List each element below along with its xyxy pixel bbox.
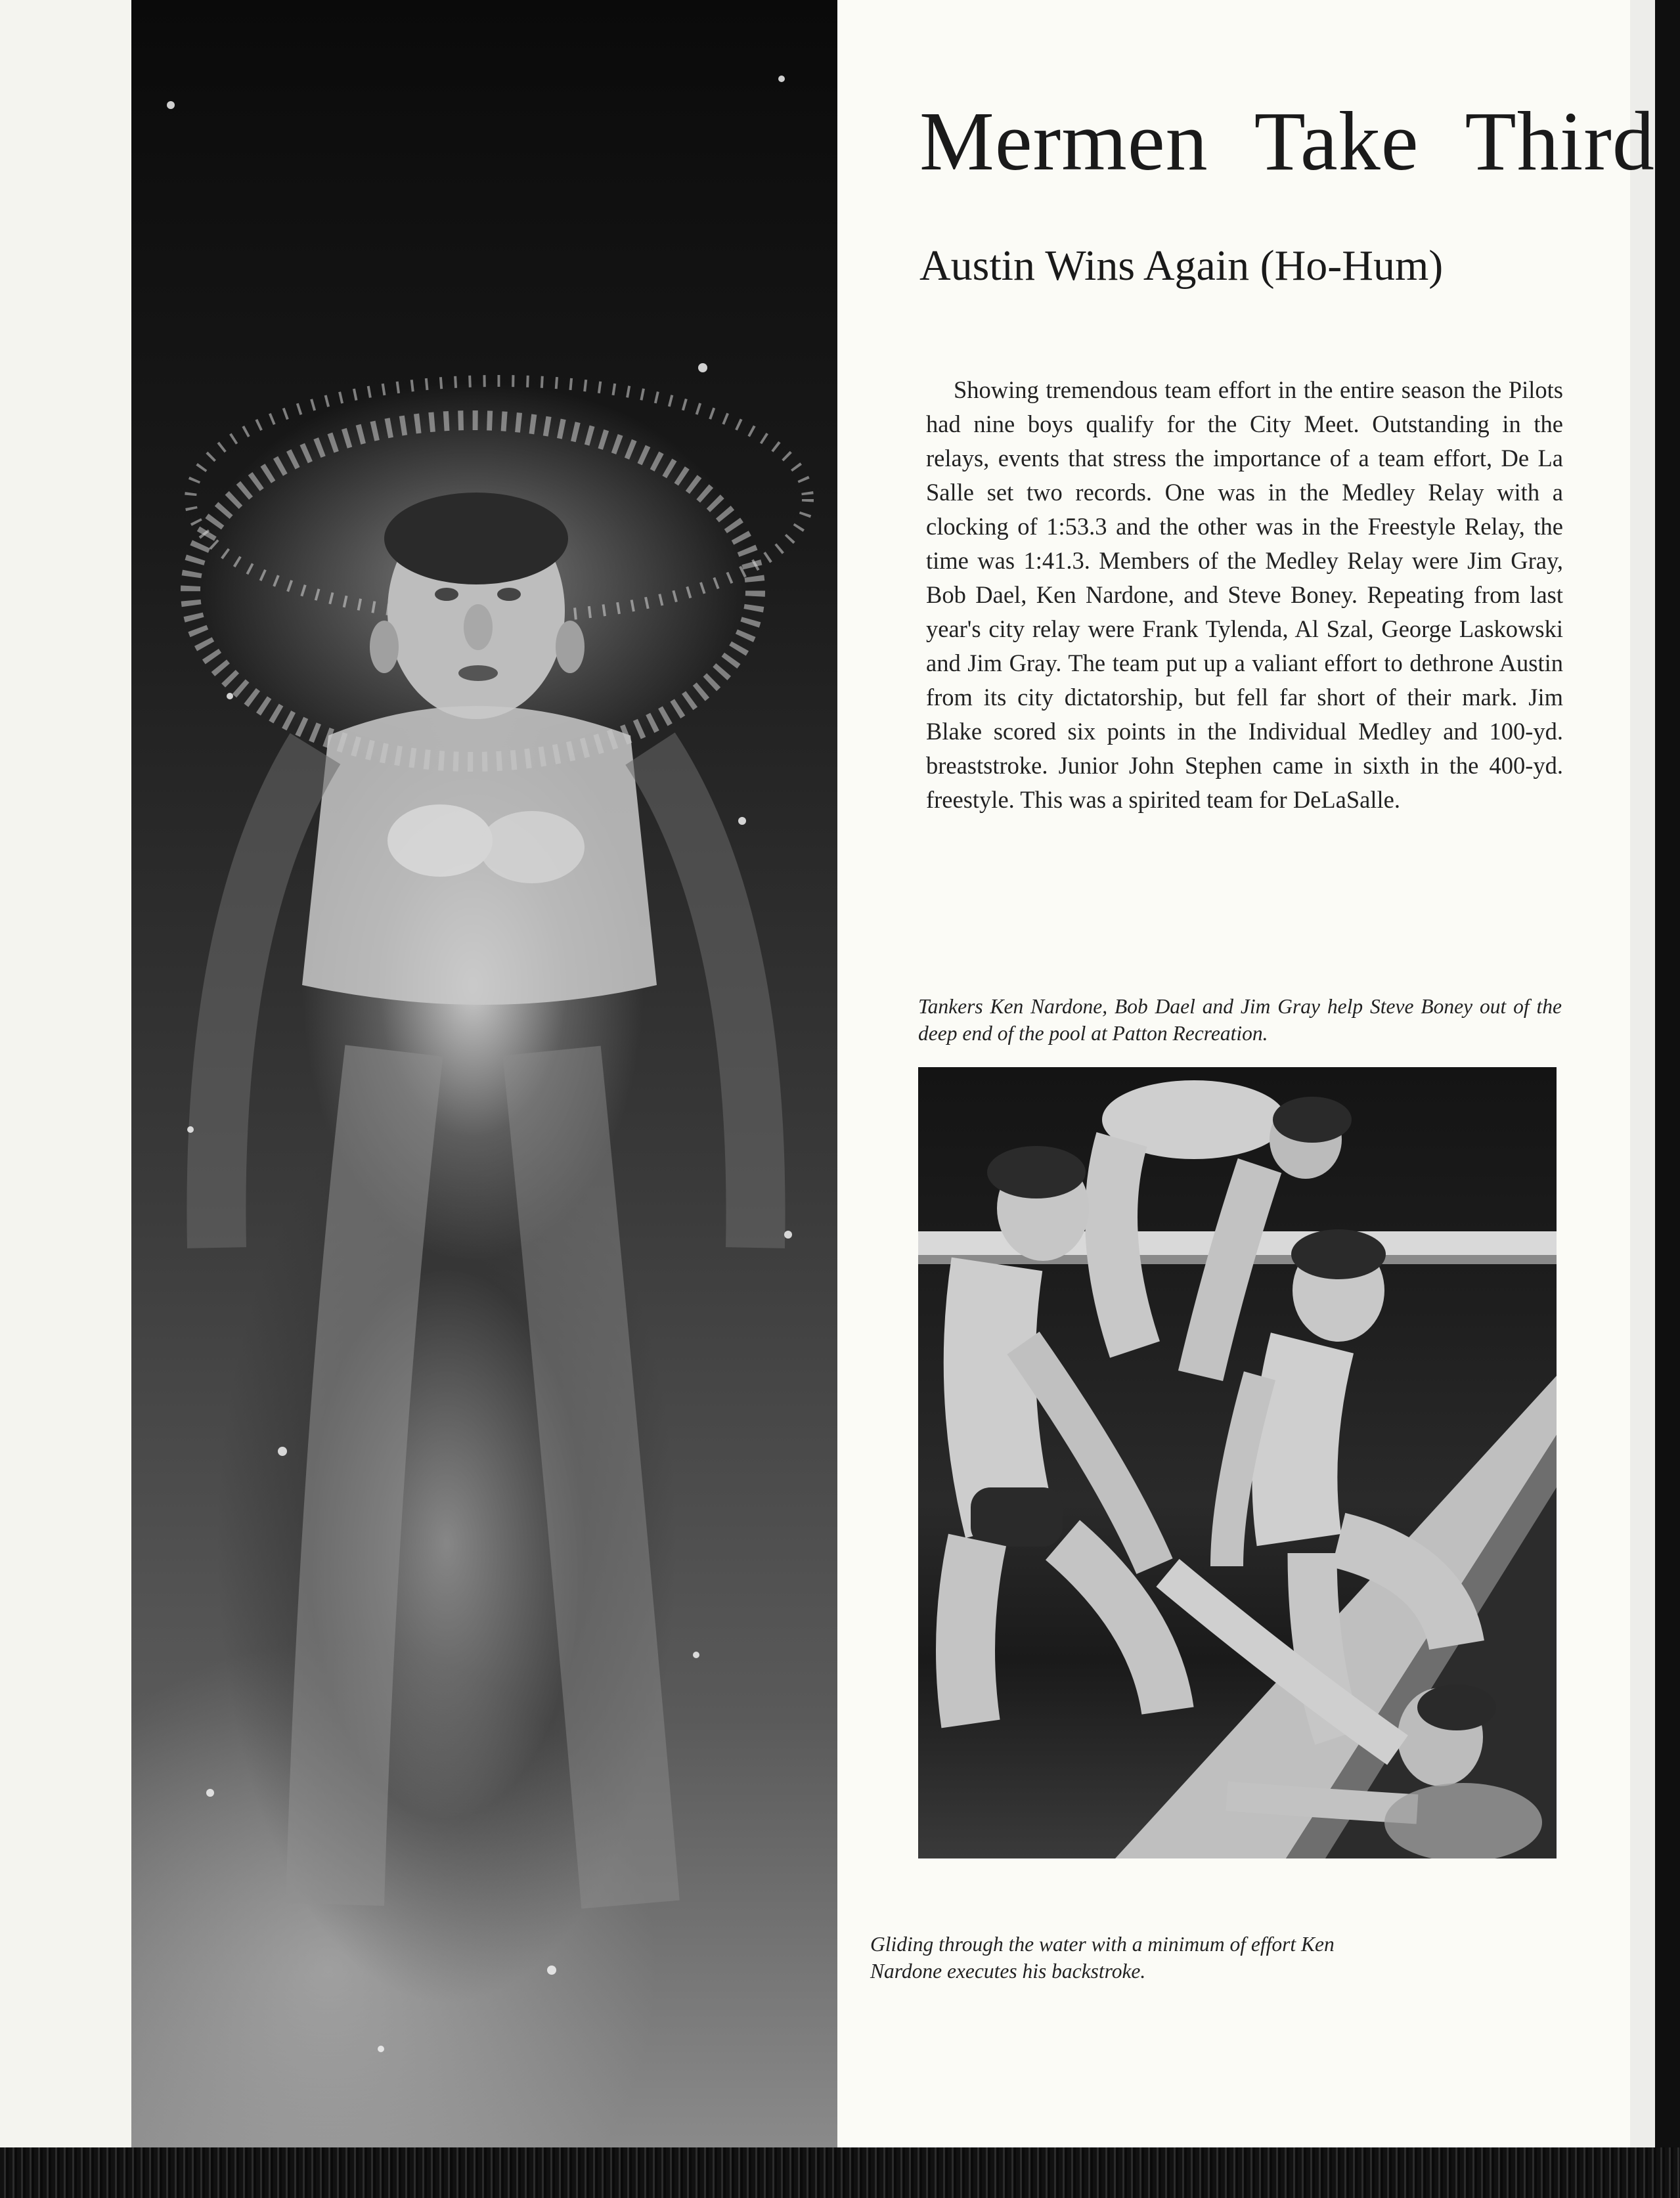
article-body: Showing tremendous team effort in the entire season the Pilots had nine boys qualify for the City Meet. Outstanding in the relays, events that stress the importance of a team effort, De La Salle set two records. One was in the Medley Relay with a clocking of 1:53.3 and the other was in the Freestyle Relay, the time was 1:41.3. Members of the Medley Relay were Jim Gray, Bob Dael, Ken Nardone, and Steve Boney. Repeating from last year's city relay were Frank Tylenda, Al Szal, George Laskowski and Jim Gray. The team put up a valiant effort to dethrone Austin from its city dictatorship, but fell far short of their mark. Jim Blake scored six points in the Individual Medley and 100-yd. breaststroke. Junior John Stephen came in sixth in the 400-yd. freestyle. This was a spirited team for DeLaSalle. [926, 376, 1563, 813]
headline-word-3: Third [1465, 95, 1655, 188]
subheadline: Austin Wins Again (Ho-Hum) [919, 242, 1444, 290]
scan-edge-right [1655, 0, 1680, 2198]
headline [919, 95, 1655, 188]
tankers-pool-edge-photo [918, 1067, 1557, 1858]
backstroke-swimmer-photo [131, 0, 837, 2147]
tankers-photo-caption: Tankers Ken Nardone, Bob Dael and Jim Gray help Steve Boney out of the deep end of the pool at Patton Recreation. [918, 995, 1562, 1045]
tankers-pool-edge-illustration [918, 1067, 1557, 1858]
backstroke-swimmer-illustration [131, 0, 837, 2147]
headline-word-1: Mermen [919, 95, 1208, 188]
scan-edge-bottom [0, 2147, 1680, 2198]
page-margin-left [0, 0, 131, 2198]
headline-word-2: Take [1254, 95, 1419, 188]
page-margin-right [1630, 0, 1655, 2198]
backstroke-photo-caption: Gliding through the water with a minimum of effort Ken Nardone executes his backstroke. [870, 1933, 1335, 1983]
